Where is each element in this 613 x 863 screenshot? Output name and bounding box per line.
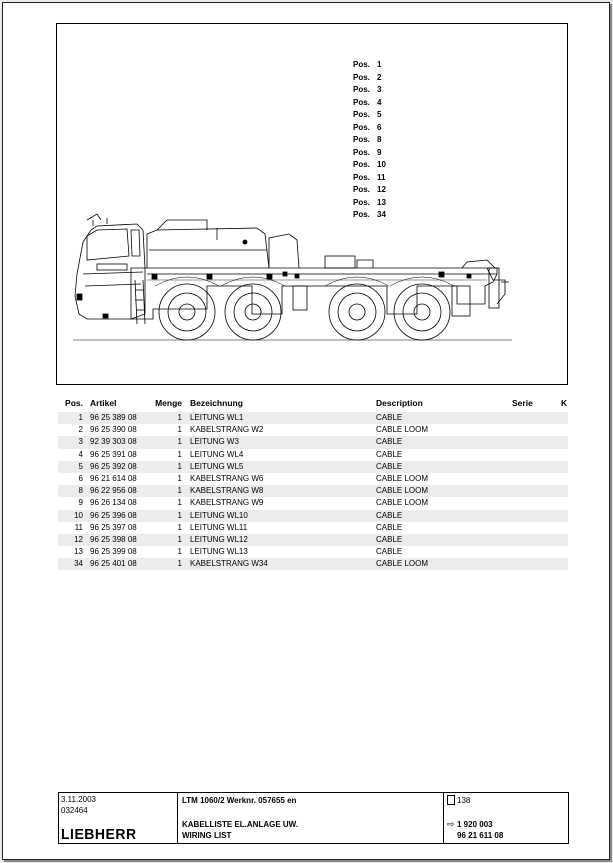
footer-ref-1: 1 920 003 [457, 820, 493, 829]
table-row [58, 558, 568, 570]
cell-description: CABLE LOOM [376, 486, 429, 496]
header-serie: Serie [512, 398, 533, 408]
position-callout-label: Pos. [353, 72, 370, 82]
wheel-2 [225, 284, 281, 340]
header-artikel: Artikel [90, 398, 117, 408]
position-callout [353, 84, 386, 97]
position-callout [353, 109, 386, 122]
header-k: K [561, 398, 568, 408]
cell-menge: 1 [177, 498, 182, 508]
table-row [58, 473, 568, 485]
cell-bezeichnung: KABELSTRANG W34 [190, 559, 268, 569]
position-callout-number: 11 [377, 172, 386, 182]
document-page [2, 2, 610, 860]
table-row [58, 534, 568, 546]
header-menge: Menge [155, 398, 182, 408]
footer-ref-2: 96 21 611 08 [457, 831, 504, 840]
position-callout-label: Pos. [353, 160, 370, 169]
position-callout [353, 147, 386, 160]
position-callout-number: 10 [377, 160, 386, 169]
position-callout-label: Pos. [353, 110, 370, 119]
cell-description: CABLE LOOM [376, 425, 429, 435]
table-row [58, 522, 568, 534]
position-callout-number: 6 [377, 122, 382, 132]
table-row [58, 436, 568, 448]
cell-description: CABLE LOOM [376, 559, 429, 569]
table-row [58, 412, 568, 424]
position-callout-label: Pos. [353, 147, 370, 157]
position-callout-label: Pos. [353, 122, 370, 132]
wheel-4 [394, 284, 450, 340]
cell-pos: 6 [78, 473, 83, 483]
position-callout-label: Pos. [353, 60, 370, 69]
cell-menge: 1 [177, 449, 182, 459]
footer-model: LTM 1060/2 Werknr. 057655 en [182, 796, 297, 805]
position-callout-label: Pos. [353, 197, 370, 207]
position-callout-number: 5 [377, 110, 382, 119]
cell-artikel: 96 26 134 08 [90, 498, 137, 508]
cell-artikel: 96 22 956 08 [90, 486, 137, 496]
cell-bezeichnung: LEITUNG WL1 [190, 413, 244, 422]
cell-description: CABLE [376, 522, 403, 532]
header-pos: Pos. [65, 398, 83, 408]
cell-description: CABLE [376, 461, 403, 471]
cell-bezeichnung: LEITUNG WL4 [190, 449, 244, 459]
cell-artikel: 96 21 614 08 [90, 473, 137, 483]
wheel-3 [329, 284, 385, 340]
position-callout-label: Pos. [353, 172, 370, 182]
cell-artikel: 96 25 399 08 [90, 547, 137, 557]
position-callout-number: 8 [377, 135, 382, 144]
cell-pos: 10 [74, 510, 83, 520]
position-callout [353, 72, 386, 85]
cell-pos: 5 [78, 461, 83, 471]
cell-pos: 1 [78, 413, 83, 422]
cell-description: CABLE [376, 449, 403, 459]
cell-bezeichnung: LEITUNG WL10 [190, 510, 248, 520]
cell-description: CABLE [376, 437, 403, 447]
position-callout [353, 172, 386, 185]
position-callout-label: Pos. [353, 185, 370, 194]
position-callout-label: Pos. [353, 210, 370, 219]
cell-menge: 1 [177, 461, 182, 471]
cell-pos: 4 [78, 449, 83, 459]
cell-description: CABLE [376, 510, 403, 520]
cell-artikel: 96 25 392 08 [90, 461, 137, 471]
cell-bezeichnung: LEITUNG WL11 [190, 522, 248, 532]
cell-menge: 1 [177, 534, 182, 544]
page-icon [447, 795, 455, 805]
position-callout [353, 159, 386, 172]
liebherr-logo: LIEBHERR [61, 825, 137, 843]
arrow-right-icon: ⇨ [447, 819, 455, 829]
position-callout-number: 34 [377, 210, 386, 219]
cell-description: CABLE LOOM [376, 498, 429, 508]
position-callout-label: Pos. [353, 85, 370, 94]
cell-bezeichnung: KABELSTRANG W2 [190, 425, 264, 435]
cell-menge: 1 [177, 522, 182, 532]
footer-title-en: WIRING LIST [182, 831, 232, 840]
table-row [58, 510, 568, 522]
position-callout [353, 134, 386, 147]
position-callout [353, 184, 386, 197]
crane-carrier-drawing [57, 24, 567, 384]
footer-date: 3.11.2003 [61, 795, 96, 804]
cell-description: CABLE [376, 534, 403, 544]
table-body [58, 412, 568, 570]
cell-pos: 9 [78, 498, 83, 508]
cell-menge: 1 [177, 437, 182, 447]
cell-pos: 8 [78, 486, 83, 496]
cell-pos: 12 [74, 534, 83, 544]
position-callout-number: 2 [377, 72, 382, 82]
cell-menge: 1 [177, 510, 182, 520]
cell-menge: 1 [177, 559, 182, 569]
cell-pos: 3 [78, 437, 83, 447]
cell-bezeichnung: LEITUNG WL5 [190, 461, 244, 471]
position-callout-list [353, 59, 386, 222]
cell-description: CABLE [376, 547, 403, 557]
cell-artikel: 96 25 398 08 [90, 534, 137, 544]
cell-bezeichnung: LEITUNG WL13 [190, 547, 248, 557]
table-row [58, 497, 568, 509]
cell-bezeichnung: LEITUNG W3 [190, 437, 239, 447]
wheel-1 [159, 284, 215, 340]
cell-pos: 2 [78, 425, 83, 435]
cell-artikel: 96 25 389 08 [90, 413, 137, 422]
position-callout-number: 1 [377, 60, 382, 69]
position-callout-label: Pos. [353, 97, 370, 107]
table-row [58, 424, 568, 436]
position-callout-number: 9 [377, 147, 382, 157]
cell-menge: 1 [177, 413, 182, 422]
position-callout-label: Pos. [353, 135, 370, 144]
cell-artikel: 96 25 396 08 [90, 510, 137, 520]
cell-bezeichnung: KABELSTRANG W6 [190, 473, 264, 483]
cell-bezeichnung: KABELSTRANG W8 [190, 486, 264, 496]
position-callout [353, 197, 386, 210]
position-callout [353, 122, 386, 135]
position-callout-number: 3 [377, 85, 382, 94]
table-row [58, 485, 568, 497]
cell-artikel: 96 25 391 08 [90, 449, 137, 459]
position-callout-number: 4 [377, 97, 382, 107]
position-callout-number: 12 [377, 185, 386, 194]
cell-bezeichnung: LEITUNG WL12 [190, 534, 248, 544]
cell-pos: 13 [74, 547, 83, 557]
cell-artikel: 96 25 390 08 [90, 425, 137, 435]
cell-artikel: 96 25 401 08 [90, 559, 137, 569]
cell-menge: 1 [177, 473, 182, 483]
position-callout [353, 97, 386, 110]
table-row [58, 546, 568, 558]
footer-doc-code: 032464 [61, 806, 88, 815]
table-row [58, 461, 568, 473]
parts-table [58, 398, 568, 570]
cell-menge: 1 [177, 547, 182, 557]
cell-pos: 11 [74, 522, 83, 532]
cell-bezeichnung: KABELSTRANG W9 [190, 498, 264, 508]
cell-pos: 34 [74, 559, 83, 569]
crane-drawing-frame [56, 23, 568, 385]
cell-artikel: 96 25 397 08 [90, 522, 137, 532]
footer-page-num: 138 [457, 796, 471, 805]
cell-menge: 1 [177, 486, 182, 496]
title-block [58, 792, 569, 844]
header-bezeichnung: Bezeichnung [190, 398, 243, 408]
table-header [58, 398, 568, 412]
position-callout [353, 59, 386, 72]
table-row [58, 449, 568, 461]
cell-menge: 1 [177, 425, 182, 435]
header-description: Description [376, 398, 423, 408]
cell-description: CABLE LOOM [376, 473, 429, 483]
position-callout-number: 13 [377, 197, 386, 207]
cell-artikel: 92 39 303 08 [90, 437, 137, 447]
footer-title-de: KABELLISTE EL.ANLAGE UW. [182, 820, 298, 829]
cell-description: CABLE [376, 413, 403, 422]
position-callout [353, 209, 386, 222]
